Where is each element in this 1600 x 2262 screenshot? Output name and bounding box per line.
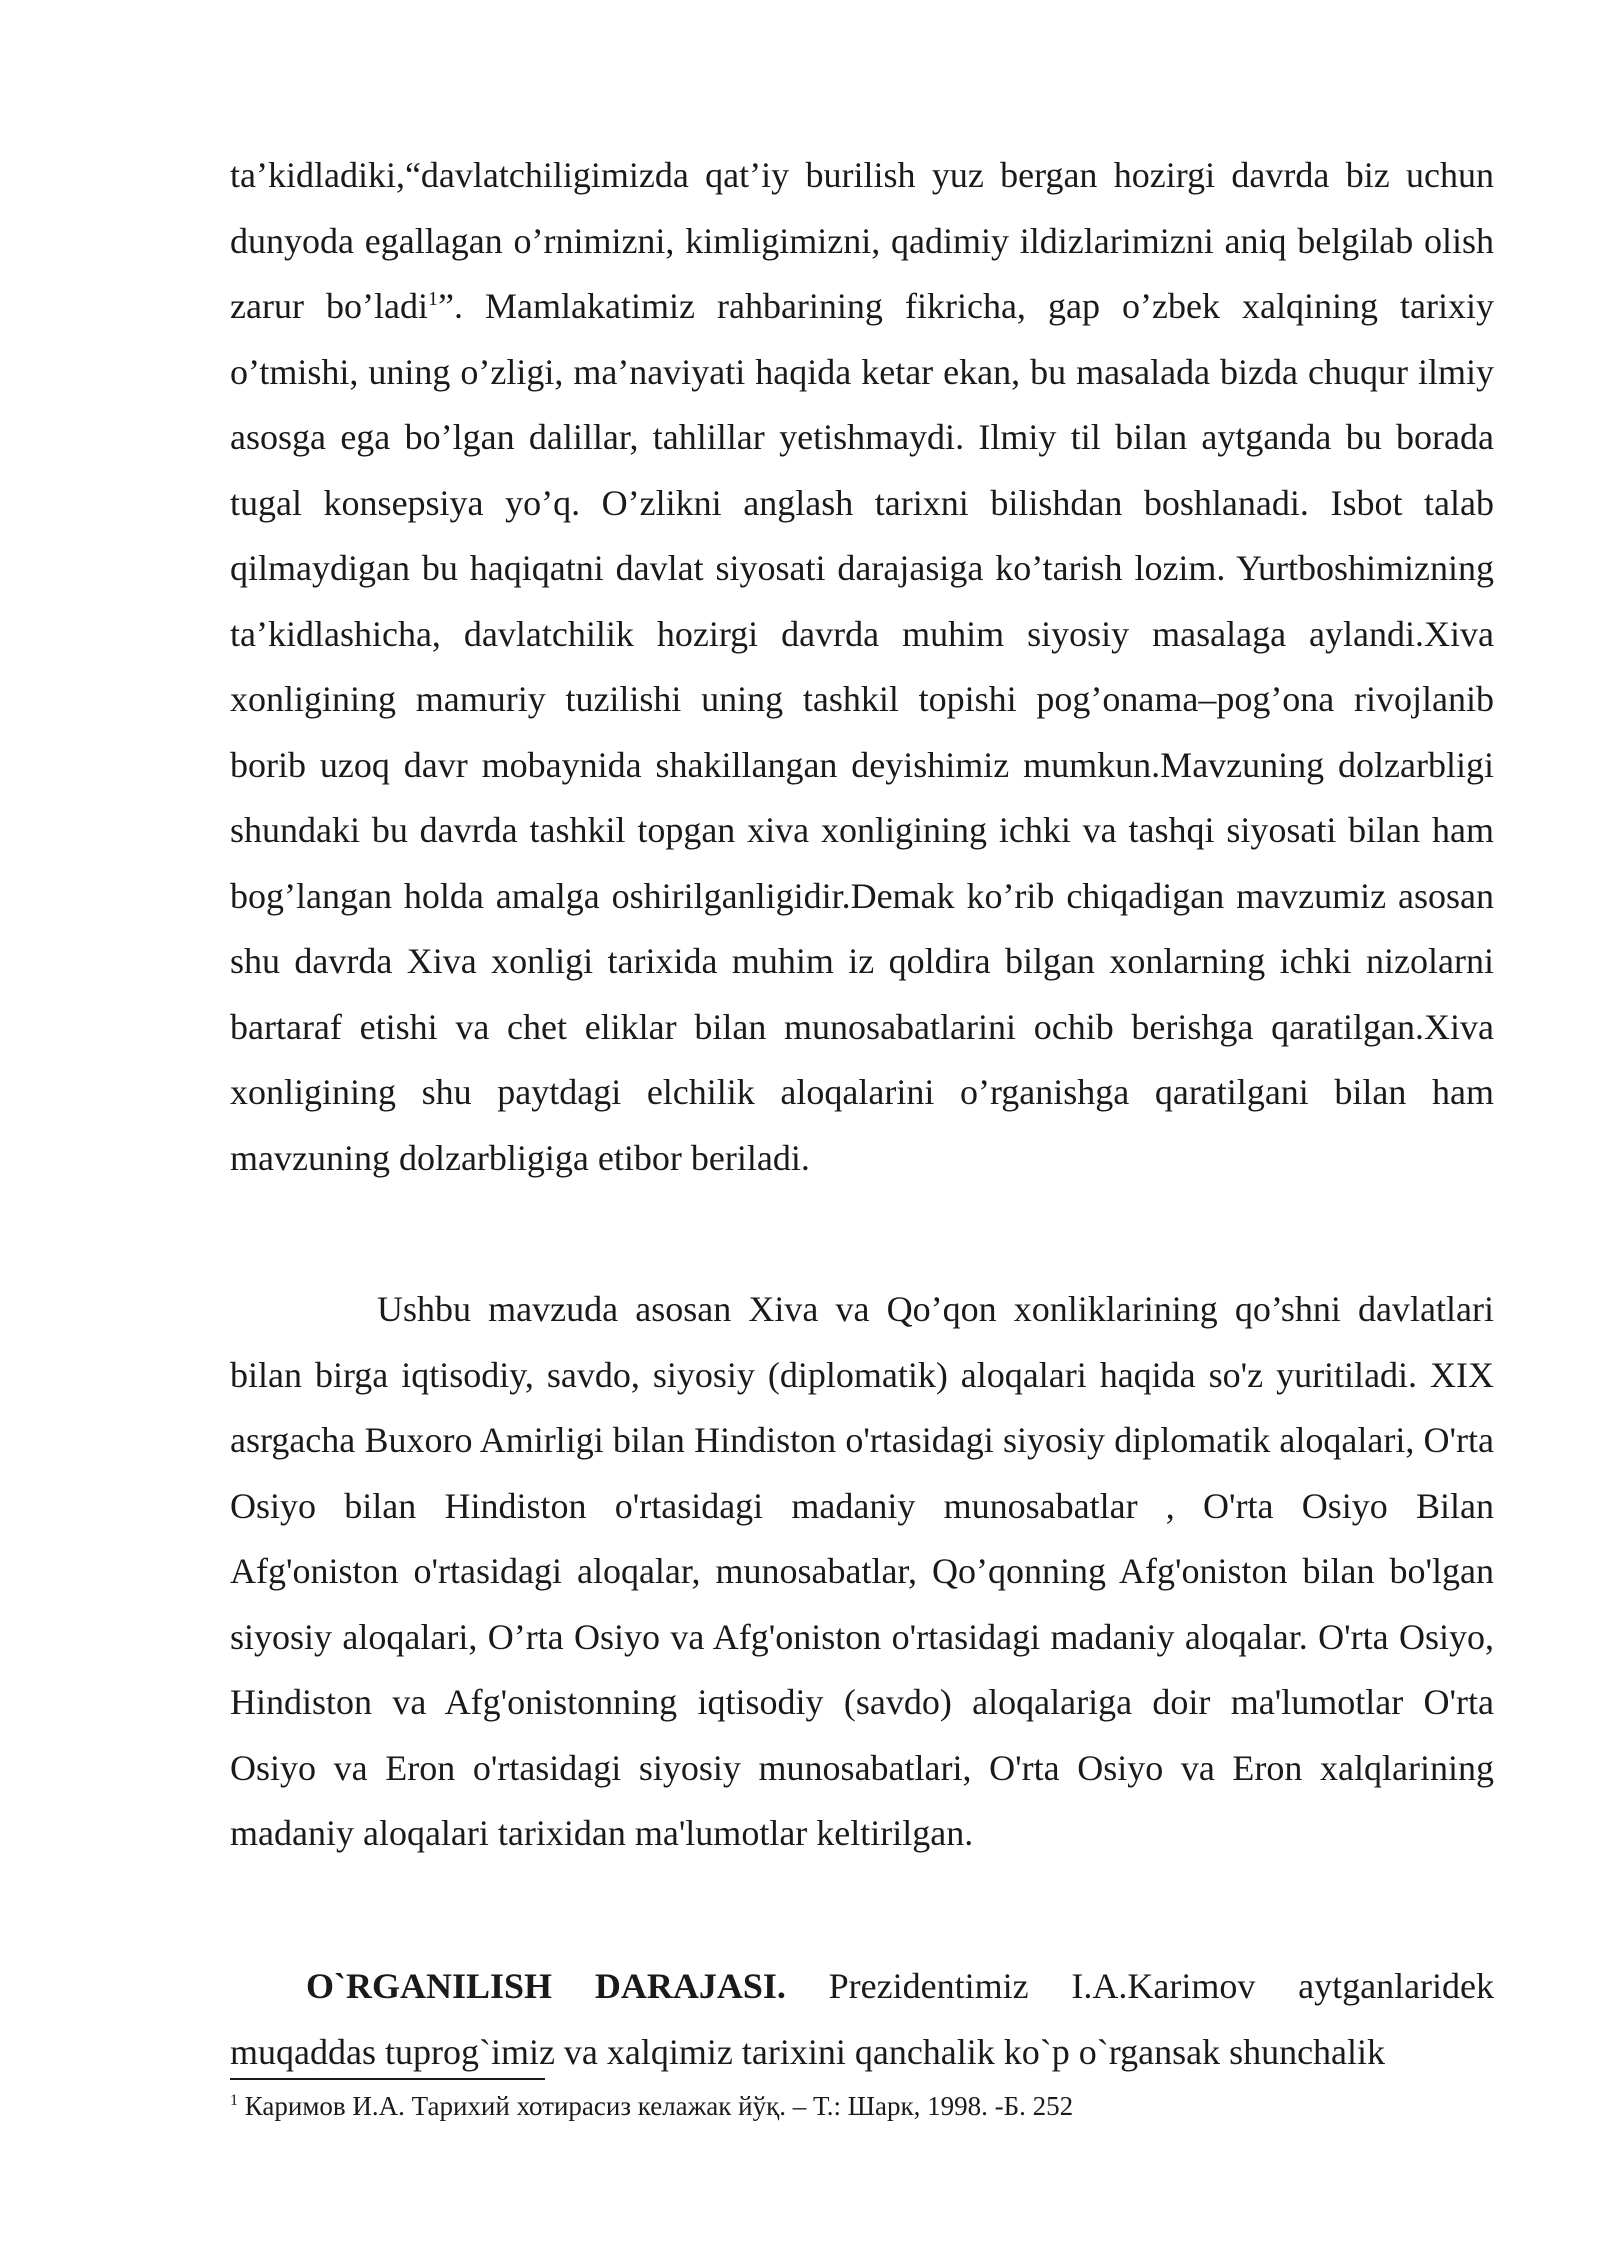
footnote-separator	[230, 2078, 545, 2080]
section-heading: O`RGANILISH DARAJASI.	[306, 1966, 786, 2006]
paragraph-1	[230, 143, 1494, 1191]
footnote-text: Каримов И.А. Тарихий хотирасиз келажак йўқ. – Т.: Шарк, 1998. -Б. 252	[238, 2091, 1074, 2121]
paragraph-3	[230, 1954, 1494, 2085]
footnote-marker: 1	[230, 2092, 238, 2109]
paragraph-1-after-footnote: ”. Mamlakatimiz rahbarining fikricha, gap o’zbek xalqining tarixiy o’tmishi, uning o’zligi, ma’naviyati haqida ketar ekan, bu masalada bizda chuqur ilmiy asosga ega bo’lgan dalillar, tahlillar yetishmaydi. Ilmiy til bilan aytganda bu borada tugal konsepsiya yo’q. O’zlikni anglash tarixni bilishdan boshlanadi. Isbot talab qilmaydigan bu haqiqatni davlat siyosati darajasiga ko’tarish lozim. Yurtboshimizning ta’kidlashicha, davlatchilik hozirgi davrda muhim siyosiy masalaga aylandi.Xiva xonligining mamuriy tuzilishi uning tashkil topishi pog’onama–pog’ona rivojlanib borib uzoq davr mobaynida shakillangan deyishimiz mumkun.Mavzuning dolzarbligi shundaki bu davrda tashkil topgan xiva xonligining ichki va tashqi siyosati bilan ham bog’langan holda amalga oshirilganligidir.Demak ko’rib chiqadigan mavzumiz asosan shu davrda Xiva xonligi tarixida muhim iz qoldira bilgan xonlarning ichki nizolarni bartaraf etishi va chet eliklar bilan munosabatlarini ochib berishga qaratilgan.Xiva xonligining shu paytdagi elchilik aloqalarini o’rganishga qaratilgani bilan ham mavzuning dolzarbligiga etibor beriladi.	[230, 286, 1495, 1178]
paragraph-1-text	[230, 143, 1494, 1191]
paragraph-3-body: Prezidentimiz I.A.Karimov aytganlaridek muqaddas tuprog`imiz va xalqimiz tarixini qanchalik ko`p o`rgansak shunchalik	[230, 1966, 1495, 2072]
paragraph-3-text	[230, 1954, 1494, 2085]
footnote-reference[interactable]: 1	[427, 288, 438, 310]
paragraph-2-text: Ushbu mavzuda asosan Xiva va Qo’qon xonliklarining qo’shni davlatlari bilan birga iqtisodiy, savdo, siyosiy (diplomatik) aloqalari haqida so'z yuritiladi. XIX asrgacha Buxoro Amirligi bilan Hindiston o'rtasidagi siyosiy diplomatik aloqalari, O'rta Osiyo bilan Hindiston o'rtasidagi madaniy munosabatlar , O'rta Osiyo Bilan Afg'oniston o'rtasidagi aloqalar, munosabatlar, Qo’qonning Afg'oniston bilan bo'lgan siyosiy aloqalari, O’rta Osiyo va Afg'oniston o'rtasidagi madaniy aloqalar. O'rta Osiyo, Hindiston va Afg'onistonning iqtisodiy (savdo) aloqalariga doir ma'lumotlar O'rta Osiyo va Eron o'rtasidagi siyosiy munosabatlari, O'rta Osiyo va Eron xalqlarining madaniy aloqalari tarixidan ma'lumotlar keltirilgan.	[230, 1289, 1494, 1853]
paragraph-2	[230, 1277, 1494, 1867]
paragraph-1-before-footnote: ta’kidladiki,“davlatchiligimizda qat’iy burilish yuz bergan hozirgi davrda biz uchun dunyoda egallagan o’rnimizni, kimligimizni, qadimiy ildizlarimizni aniq belgilab olish zarur bo’ladi	[230, 155, 1494, 326]
footnote	[230, 2088, 1494, 2124]
